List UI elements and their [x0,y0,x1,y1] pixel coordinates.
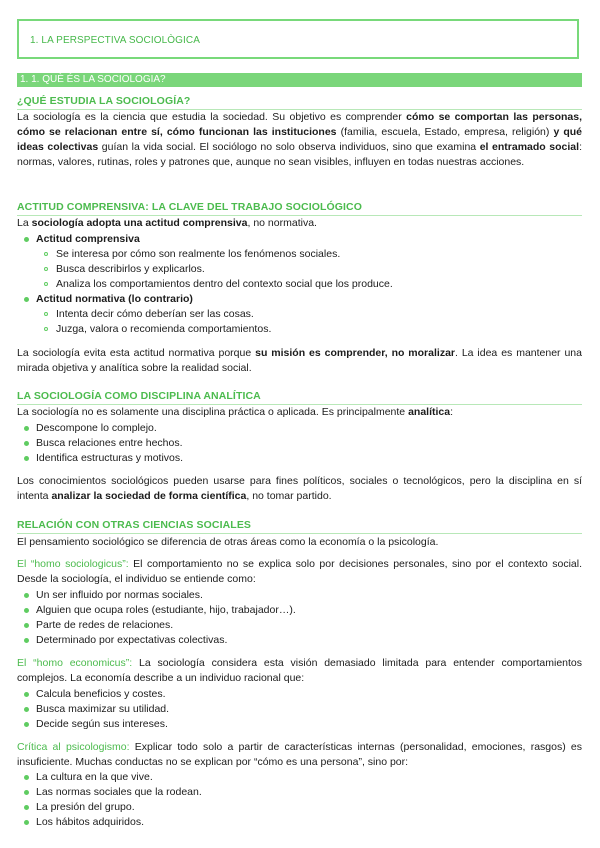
list-item: Un ser influido por normas sociales. [17,588,577,603]
section-heading-bar: 1. 1. QUÈ ÉS LA SOCIOLOGIA? [17,73,582,87]
paragraph-psicologismo: Crítica al psicologismo: Explicar todo solo a partir de características internas (personalidad, emociones, rasgos) es insuficiente. Muchas conductas no se explican por “cómo es una persona”, sino por: [17,741,583,768]
paragraph-que-estudia: La sociología es la ciencia que estudia la sociedad. Su objetivo es comprender cómo se comportan las personas, cómo se relacionan entre sí, cómo funcionan las instituciones (familia, escuela, Estado, empresa, religión) y qué ideas colectivas guían la vida social. El sociólogo no solo observa individuos, sino que examina el entramado social: normas, valores, rutinas, roles y patrones que, aunque no sean visibles, influyen en todas nuestras acciones. [17,111,582,168]
list-item: Calcula beneficios y costes. [17,687,577,702]
subheading-que-estudia: ¿QUÉ ESTUDIA LA SOCIOLOGÍA? [17,95,191,107]
list-item: Busca relaciones entre hechos. [17,436,577,451]
list-item: Identifica estructuras y motivos. [17,451,577,466]
list-item: Alguien que ocupa roles (estudiante, hijo, trabajador…). [17,603,577,618]
list-homo-sociologicus [17,588,577,648]
list-homo-economicus [17,687,577,732]
list-item: Las normas sociales que la rodean. [17,785,577,800]
list-item: Parte de redes de relaciones. [17,618,577,633]
paragraph-otras-ciencias-intro: El pensamiento sociológico se diferencia de otras áreas como la economía o la psicología. [17,536,439,548]
list-item: Busca describirlos y explicarlos. [36,262,577,277]
subheading-disciplina-analitica: LA SOCIOLOGÍA COMO DISCIPLINA ANALÍTICA [17,390,261,402]
page-title: 1. LA PERSPECTIVA SOCIOLÒGICA [30,35,200,46]
list-item: La cultura en la que vive. [17,770,577,785]
paragraph-homo-economicus: El “homo economicus”: La sociología considera esta visión demasiado limitada para entender comportamientos complejos. La economía describe a un individuo racional que: [17,657,583,684]
list-item: Busca maximizar su utilidad. [17,702,577,717]
list-actitudes [17,232,577,337]
list-item: Analiza los comportamientos dentro del contexto social que los produce. [36,277,577,292]
paragraph-analitica-outro: Los conocimientos sociológicos pueden usarse para fines políticos, sociales o tecnológicos, pero la disciplina en sí intenta analizar la sociedad de forma científica, no tomar partido. [17,475,582,502]
list-item: Determinado por expectativas colectivas. [17,633,577,648]
subheading-underline [17,533,582,534]
subheading-actitud-comprensiva: ACTITUD COMPRENSIVA: LA CLAVE DEL TRABAJO SOCIOLÓGICO [17,201,363,213]
list-item: Intenta decir cómo deberían ser las cosas. [36,307,577,322]
sublist [36,247,577,292]
list-item: Descompone lo complejo. [17,421,577,436]
list-item: Actitud normativa (lo contrario) Intenta decir cómo deberían ser las cosas. Juzga, valora o recomienda comportamientos. [17,292,577,337]
list-item: La presión del grupo. [17,800,577,815]
list-item: Los hábitos adquiridos. [17,815,577,830]
list-item: Actitud comprensiva Se interesa por cómo son realmente los fenómenos sociales. Busca describirlos y explicarlos. Analiza los comportamientos dentro del contexto social que los produce. [17,232,577,292]
paragraph-actitud-intro: La sociología adopta una actitud comprensiva, no normativa. [17,217,317,229]
subheading-otras-ciencias: RELACIÓN CON OTRAS CIENCIAS SOCIALES [17,519,252,531]
sublist [36,307,577,337]
list-analitica [17,421,577,466]
title-box [17,19,579,59]
list-psicologismo [17,770,577,830]
list-item: Decide según sus intereses. [17,717,577,732]
paragraph-analitica-intro: La sociología no es solamente una disciplina práctica o aplicada. Es principalmente analítica: [17,406,454,418]
paragraph-homo-sociologicus: El “homo sociologicus”: El comportamiento no se explica solo por decisiones personales, sino por el contexto social. Desde la sociología, el individuo se entiende como: [17,558,582,585]
list-item: Juzga, valora o recomienda comportamientos. [36,322,577,337]
paragraph-actitud-outro: La sociología evita esta actitud normativa porque su misión es comprender, no moralizar. La idea es mantener una mirada objetiva y analítica sobre la realidad social. [17,347,582,374]
list-item: Se interesa por cómo son realmente los fenómenos sociales. [36,247,577,262]
